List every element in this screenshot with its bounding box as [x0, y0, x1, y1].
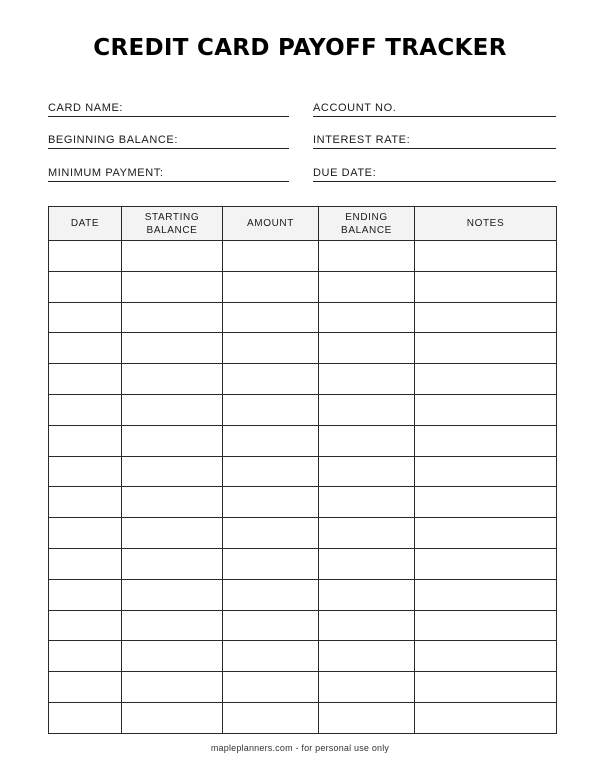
date-cell[interactable] — [49, 610, 122, 641]
ending-balance-cell[interactable] — [319, 364, 415, 395]
card-name-field[interactable] — [48, 100, 289, 117]
ending-balance-cell[interactable] — [319, 610, 415, 641]
table-row — [49, 672, 557, 703]
date-cell[interactable] — [49, 518, 122, 549]
table-row — [49, 241, 557, 272]
table-row — [49, 394, 557, 425]
starting-balance-cell[interactable] — [122, 425, 223, 456]
date-cell[interactable] — [49, 672, 122, 703]
starting-balance-cell[interactable] — [122, 518, 223, 549]
due-date-label: DUE DATE: — [313, 167, 377, 179]
page-title: CREDIT CARD PAYOFF TRACKER — [93, 35, 507, 61]
amount-cell[interactable] — [223, 241, 319, 272]
date-cell[interactable] — [49, 333, 122, 364]
starting-balance-cell[interactable] — [122, 579, 223, 610]
account-number-field[interactable] — [313, 100, 556, 117]
starting-balance-cell[interactable] — [122, 302, 223, 333]
table-row — [49, 333, 557, 364]
starting-balance-cell[interactable] — [122, 548, 223, 579]
beginning-balance-field[interactable] — [48, 132, 289, 149]
starting-balance-cell[interactable] — [122, 333, 223, 364]
ending-balance-cell[interactable] — [319, 456, 415, 487]
starting-balance-cell[interactable] — [122, 271, 223, 302]
table-row — [49, 641, 557, 672]
notes-cell[interactable] — [415, 548, 557, 579]
ending-balance-cell[interactable] — [319, 579, 415, 610]
date-cell[interactable] — [49, 456, 122, 487]
notes-cell[interactable] — [415, 579, 557, 610]
header-starting-balance-line-2: BALANCE — [146, 224, 198, 236]
header-date — [49, 207, 122, 241]
starting-balance-cell[interactable] — [122, 672, 223, 703]
table-row — [49, 487, 557, 518]
notes-cell[interactable] — [415, 641, 557, 672]
date-cell[interactable] — [49, 487, 122, 518]
ending-balance-cell[interactable] — [319, 672, 415, 703]
date-cell[interactable] — [49, 425, 122, 456]
payoff-log-table — [48, 206, 557, 734]
interest-rate-field[interactable] — [313, 132, 556, 149]
table-row — [49, 364, 557, 395]
interest-rate-label: INTEREST RATE: — [313, 134, 411, 146]
notes-cell[interactable] — [415, 672, 557, 703]
amount-cell[interactable] — [223, 456, 319, 487]
table-row — [49, 610, 557, 641]
table-row — [49, 425, 557, 456]
ending-balance-cell[interactable] — [319, 241, 415, 272]
amount-cell[interactable] — [223, 518, 319, 549]
notes-cell[interactable] — [415, 271, 557, 302]
table-row — [49, 302, 557, 333]
ending-balance-cell[interactable] — [319, 394, 415, 425]
header-notes-line-1: NOTES — [466, 218, 505, 229]
date-cell[interactable] — [49, 702, 122, 733]
notes-cell[interactable] — [415, 302, 557, 333]
notes-cell[interactable] — [415, 241, 557, 272]
date-cell[interactable] — [49, 364, 122, 395]
table-row — [49, 518, 557, 549]
ending-balance-cell[interactable] — [319, 425, 415, 456]
starting-balance-cell[interactable] — [122, 364, 223, 395]
due-date-field[interactable] — [313, 165, 556, 182]
table-row — [49, 579, 557, 610]
date-cell[interactable] — [49, 641, 122, 672]
card-name-label: CARD NAME: — [48, 102, 124, 114]
notes-cell[interactable] — [415, 518, 557, 549]
starting-balance-cell[interactable] — [122, 610, 223, 641]
header-amount-line-1: AMOUNT — [247, 218, 294, 229]
ending-balance-cell[interactable] — [319, 302, 415, 333]
beginning-balance-label: BEGINNING BALANCE: — [48, 134, 178, 146]
header-ending-balance-line-1: ENDING — [345, 211, 388, 223]
amount-cell[interactable] — [223, 610, 319, 641]
table-row — [49, 456, 557, 487]
header-notes — [415, 207, 557, 241]
ending-balance-cell[interactable] — [319, 518, 415, 549]
header-amount — [223, 207, 319, 241]
table-row — [49, 271, 557, 302]
header-starting-balance-line-1: STARTING — [144, 211, 200, 223]
minimum-payment-field[interactable] — [48, 165, 289, 182]
amount-cell[interactable] — [223, 702, 319, 733]
date-cell[interactable] — [49, 302, 122, 333]
notes-cell[interactable] — [415, 364, 557, 395]
starting-balance-cell[interactable] — [122, 641, 223, 672]
date-cell[interactable] — [49, 271, 122, 302]
table-body — [49, 241, 557, 734]
table-row — [49, 548, 557, 579]
amount-cell[interactable] — [223, 425, 319, 456]
ending-balance-cell[interactable] — [319, 271, 415, 302]
header-ending-balance-line-2: BALANCE — [341, 224, 392, 236]
minimum-payment-label: MINIMUM PAYMENT: — [48, 167, 164, 179]
ending-balance-cell[interactable] — [319, 487, 415, 518]
amount-cell[interactable] — [223, 394, 319, 425]
date-cell[interactable] — [49, 548, 122, 579]
amount-cell[interactable] — [223, 333, 319, 364]
notes-cell[interactable] — [415, 702, 557, 733]
notes-cell[interactable] — [415, 394, 557, 425]
ending-balance-cell[interactable] — [319, 548, 415, 579]
amount-cell[interactable] — [223, 364, 319, 395]
amount-cell[interactable] — [223, 487, 319, 518]
date-cell[interactable] — [49, 394, 122, 425]
ending-balance-cell[interactable] — [319, 641, 415, 672]
notes-cell[interactable] — [415, 610, 557, 641]
ending-balance-cell[interactable] — [319, 333, 415, 364]
amount-cell[interactable] — [223, 641, 319, 672]
notes-cell[interactable] — [415, 425, 557, 456]
amount-cell[interactable] — [223, 302, 319, 333]
starting-balance-cell[interactable] — [122, 241, 223, 272]
account-number-label: ACCOUNT NO. — [313, 102, 397, 114]
starting-balance-cell[interactable] — [122, 487, 223, 518]
amount-cell[interactable] — [223, 672, 319, 703]
starting-balance-cell[interactable] — [122, 394, 223, 425]
table-row — [49, 702, 557, 733]
header-ending-balance — [319, 207, 415, 241]
date-cell[interactable] — [49, 241, 122, 272]
header-date-line-1: DATE — [70, 218, 100, 229]
ending-balance-cell[interactable] — [319, 702, 415, 733]
starting-balance-cell[interactable] — [122, 702, 223, 733]
footer-credit: mapleplanners.com - for personal use only — [210, 743, 390, 753]
amount-cell[interactable] — [223, 271, 319, 302]
starting-balance-cell[interactable] — [122, 456, 223, 487]
table-header-row — [49, 207, 557, 241]
amount-cell[interactable] — [223, 579, 319, 610]
notes-cell[interactable] — [415, 456, 557, 487]
amount-cell[interactable] — [223, 548, 319, 579]
header-starting-balance — [122, 207, 223, 241]
date-cell[interactable] — [49, 579, 122, 610]
notes-cell[interactable] — [415, 333, 557, 364]
notes-cell[interactable] — [415, 487, 557, 518]
